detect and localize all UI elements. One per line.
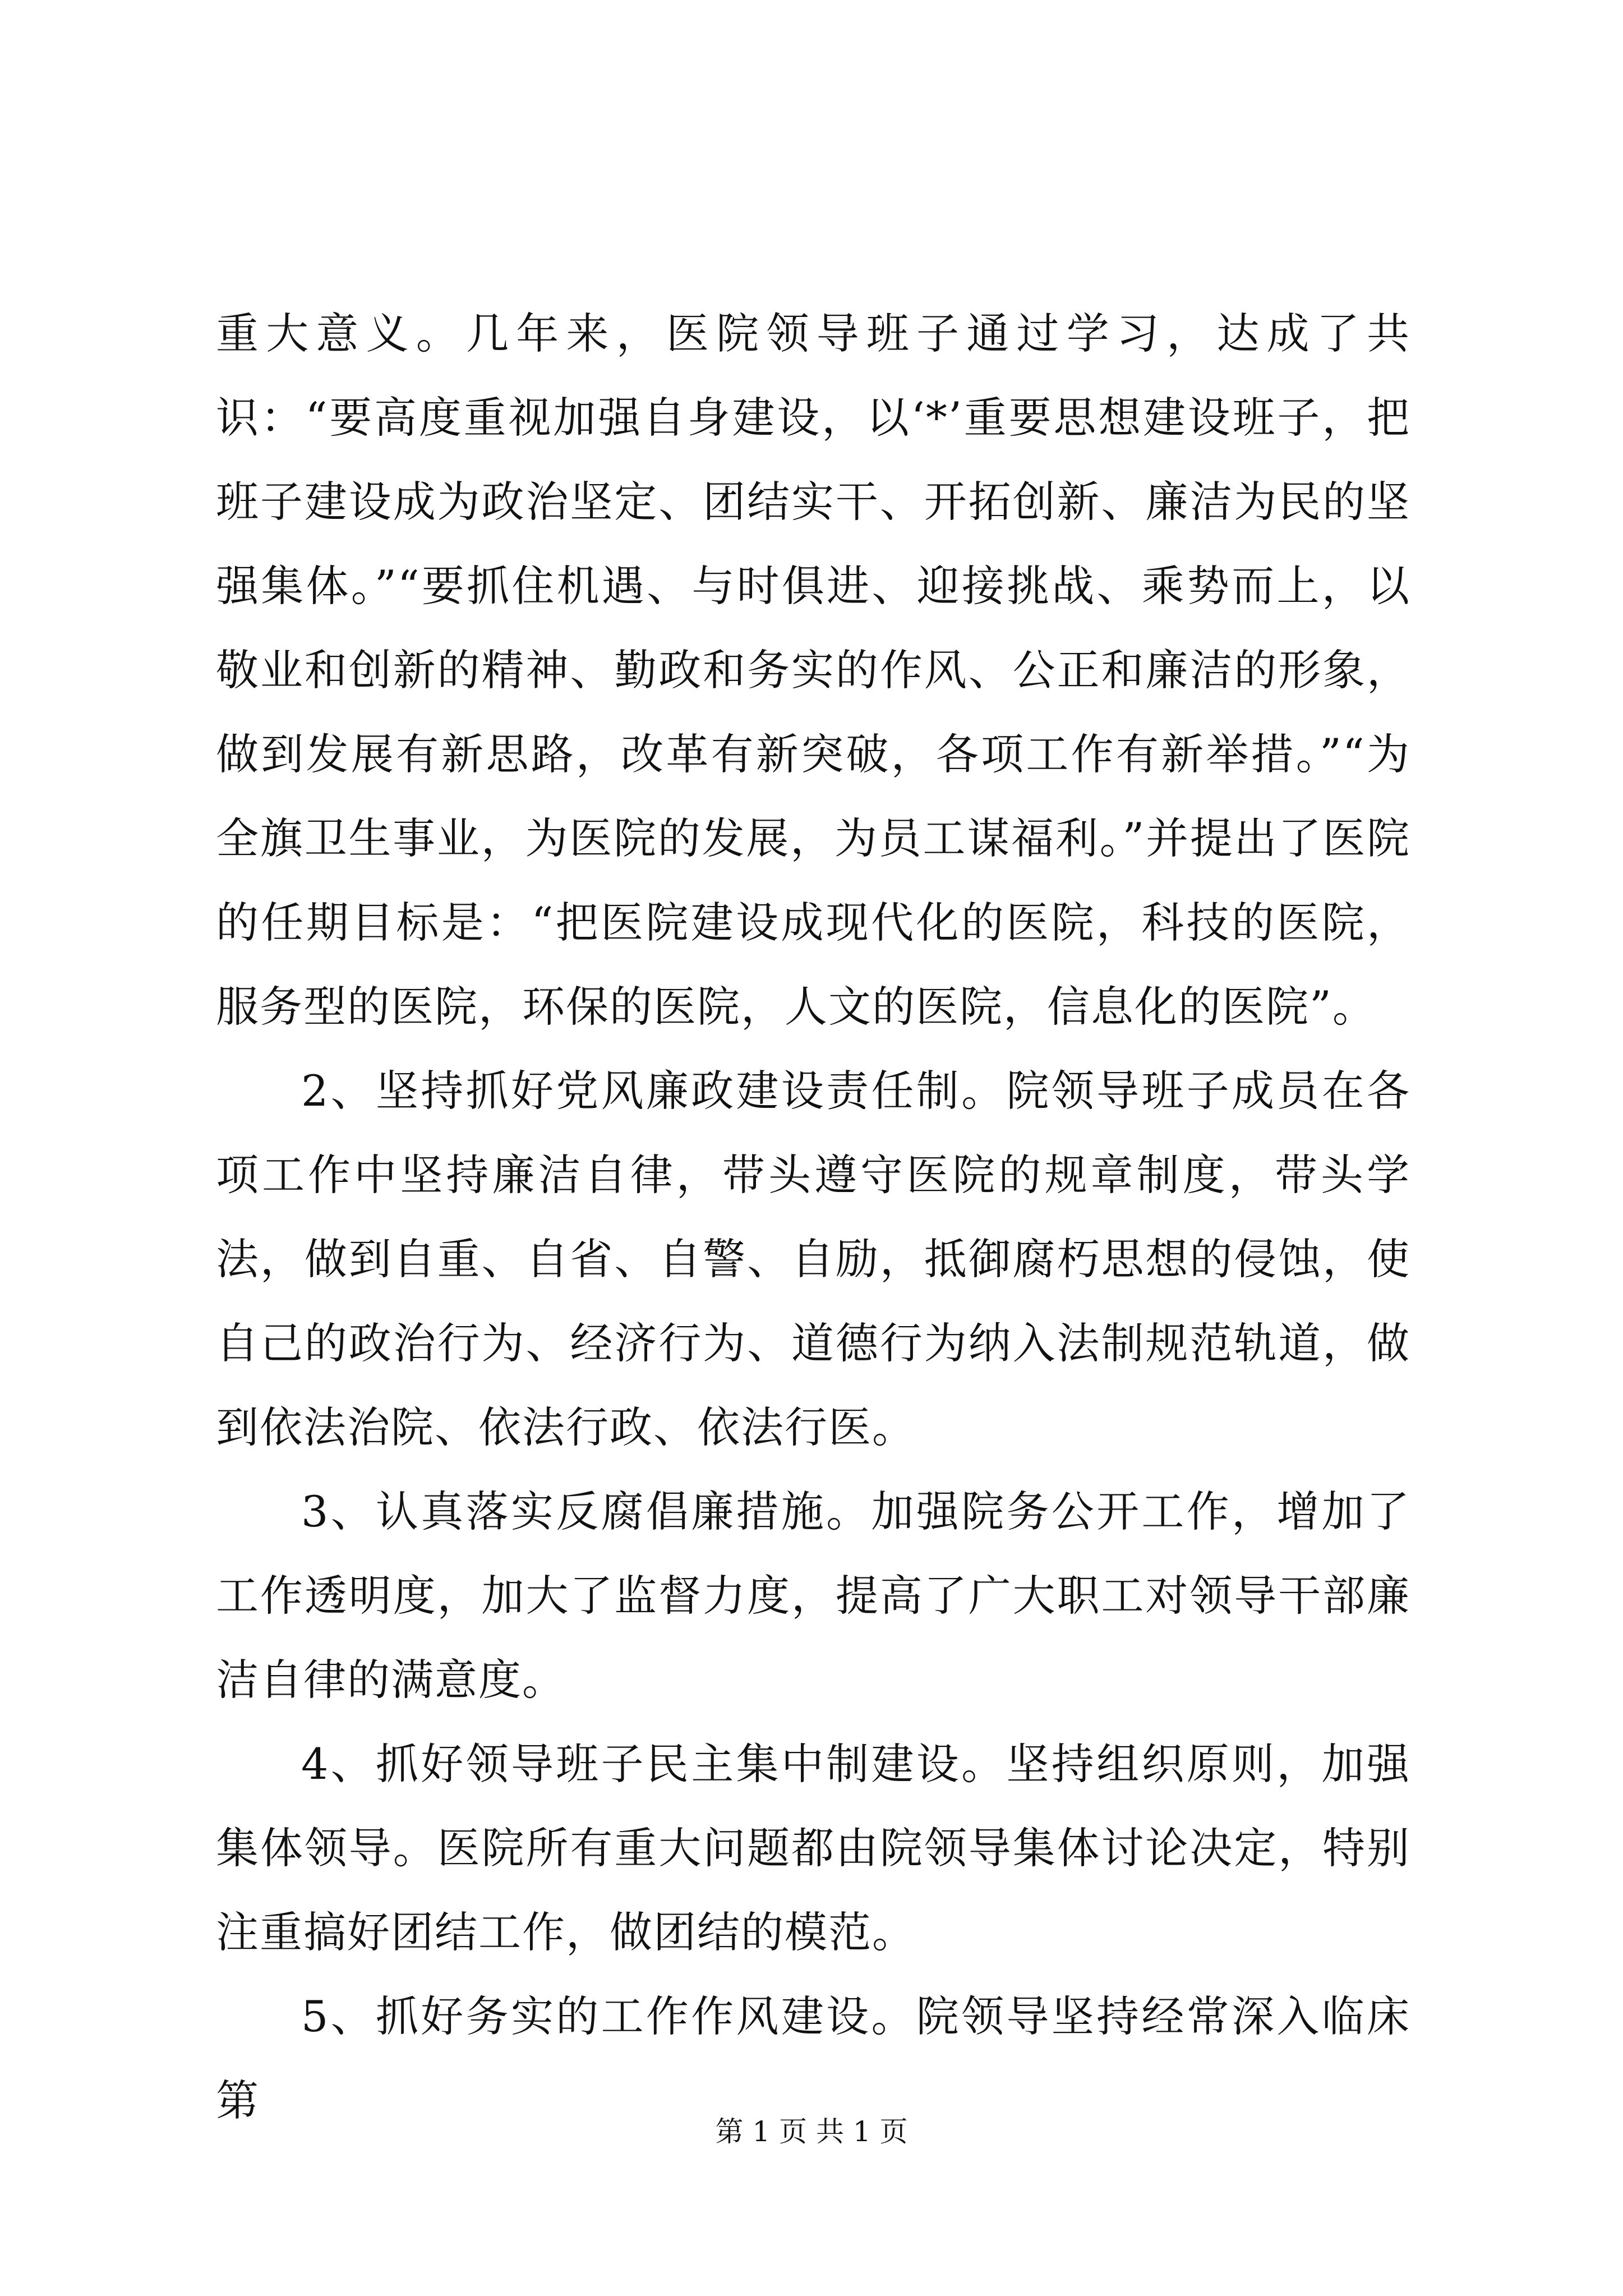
paragraph-1: 重大意义。几年来，医院领导班子通过学习，达成了共识：“要高度重视加强自身建设，以‘*’重要思想建设班子，把班子建设成为政治坚定、团结实干、开拓创新、廉洁为民的坚强集体。”“要抓住机遇、与时俱进、迎接挑战、乘势而上，以敬业和创新的精神、勤政和务实的作风、公正和廉洁的形象，做到发展有新思路，改革有新突破，各项工作有新举措。”“为全旗卫生事业，为医院的发展，为员工谋福利。”并提出了医院的任期目标是：“把医院建设成现代化的医院，科技的医院，服务型的医院，环保的医院，人文的医院，信息化的医院”。 <box>216 309 1410 1032</box>
paragraph-2: 2、坚持抓好党风廉政建设责任制。院领导班子成员在各项工作中坚持廉洁自律，带头遵守医院的规章制度，带头学法，做到自重、自省、自警、自励，抵御腐朽思想的侵蚀，使自己的政治行为、经济行为、道德行为纳入法制规范轨道，做到依法治院、依法行政、依法行医。 <box>216 1066 1410 1452</box>
paragraph-4: 4、抓好领导班子民主集中制建设。坚持组织原则，加强集体领导。医院所有重大问题都由院领导集体讨论决定，特别注重搞好团结工作，做团结的模范。 <box>216 1739 1410 1957</box>
document-body <box>216 292 1410 2143</box>
paragraph-3: 3、认真落实反腐倡廉措施。加强院务公开工作，增加了工作透明度，加大了监督力度，提高了广大职工对领导干部廉洁自律的满意度。 <box>216 1487 1410 1705</box>
paragraph-5: 5、抓好务实的工作作风建设。院领导坚持经常深入临床第 <box>216 1991 1410 2125</box>
page-footer: 第 1 页 共 1 页 <box>715 2115 908 2148</box>
